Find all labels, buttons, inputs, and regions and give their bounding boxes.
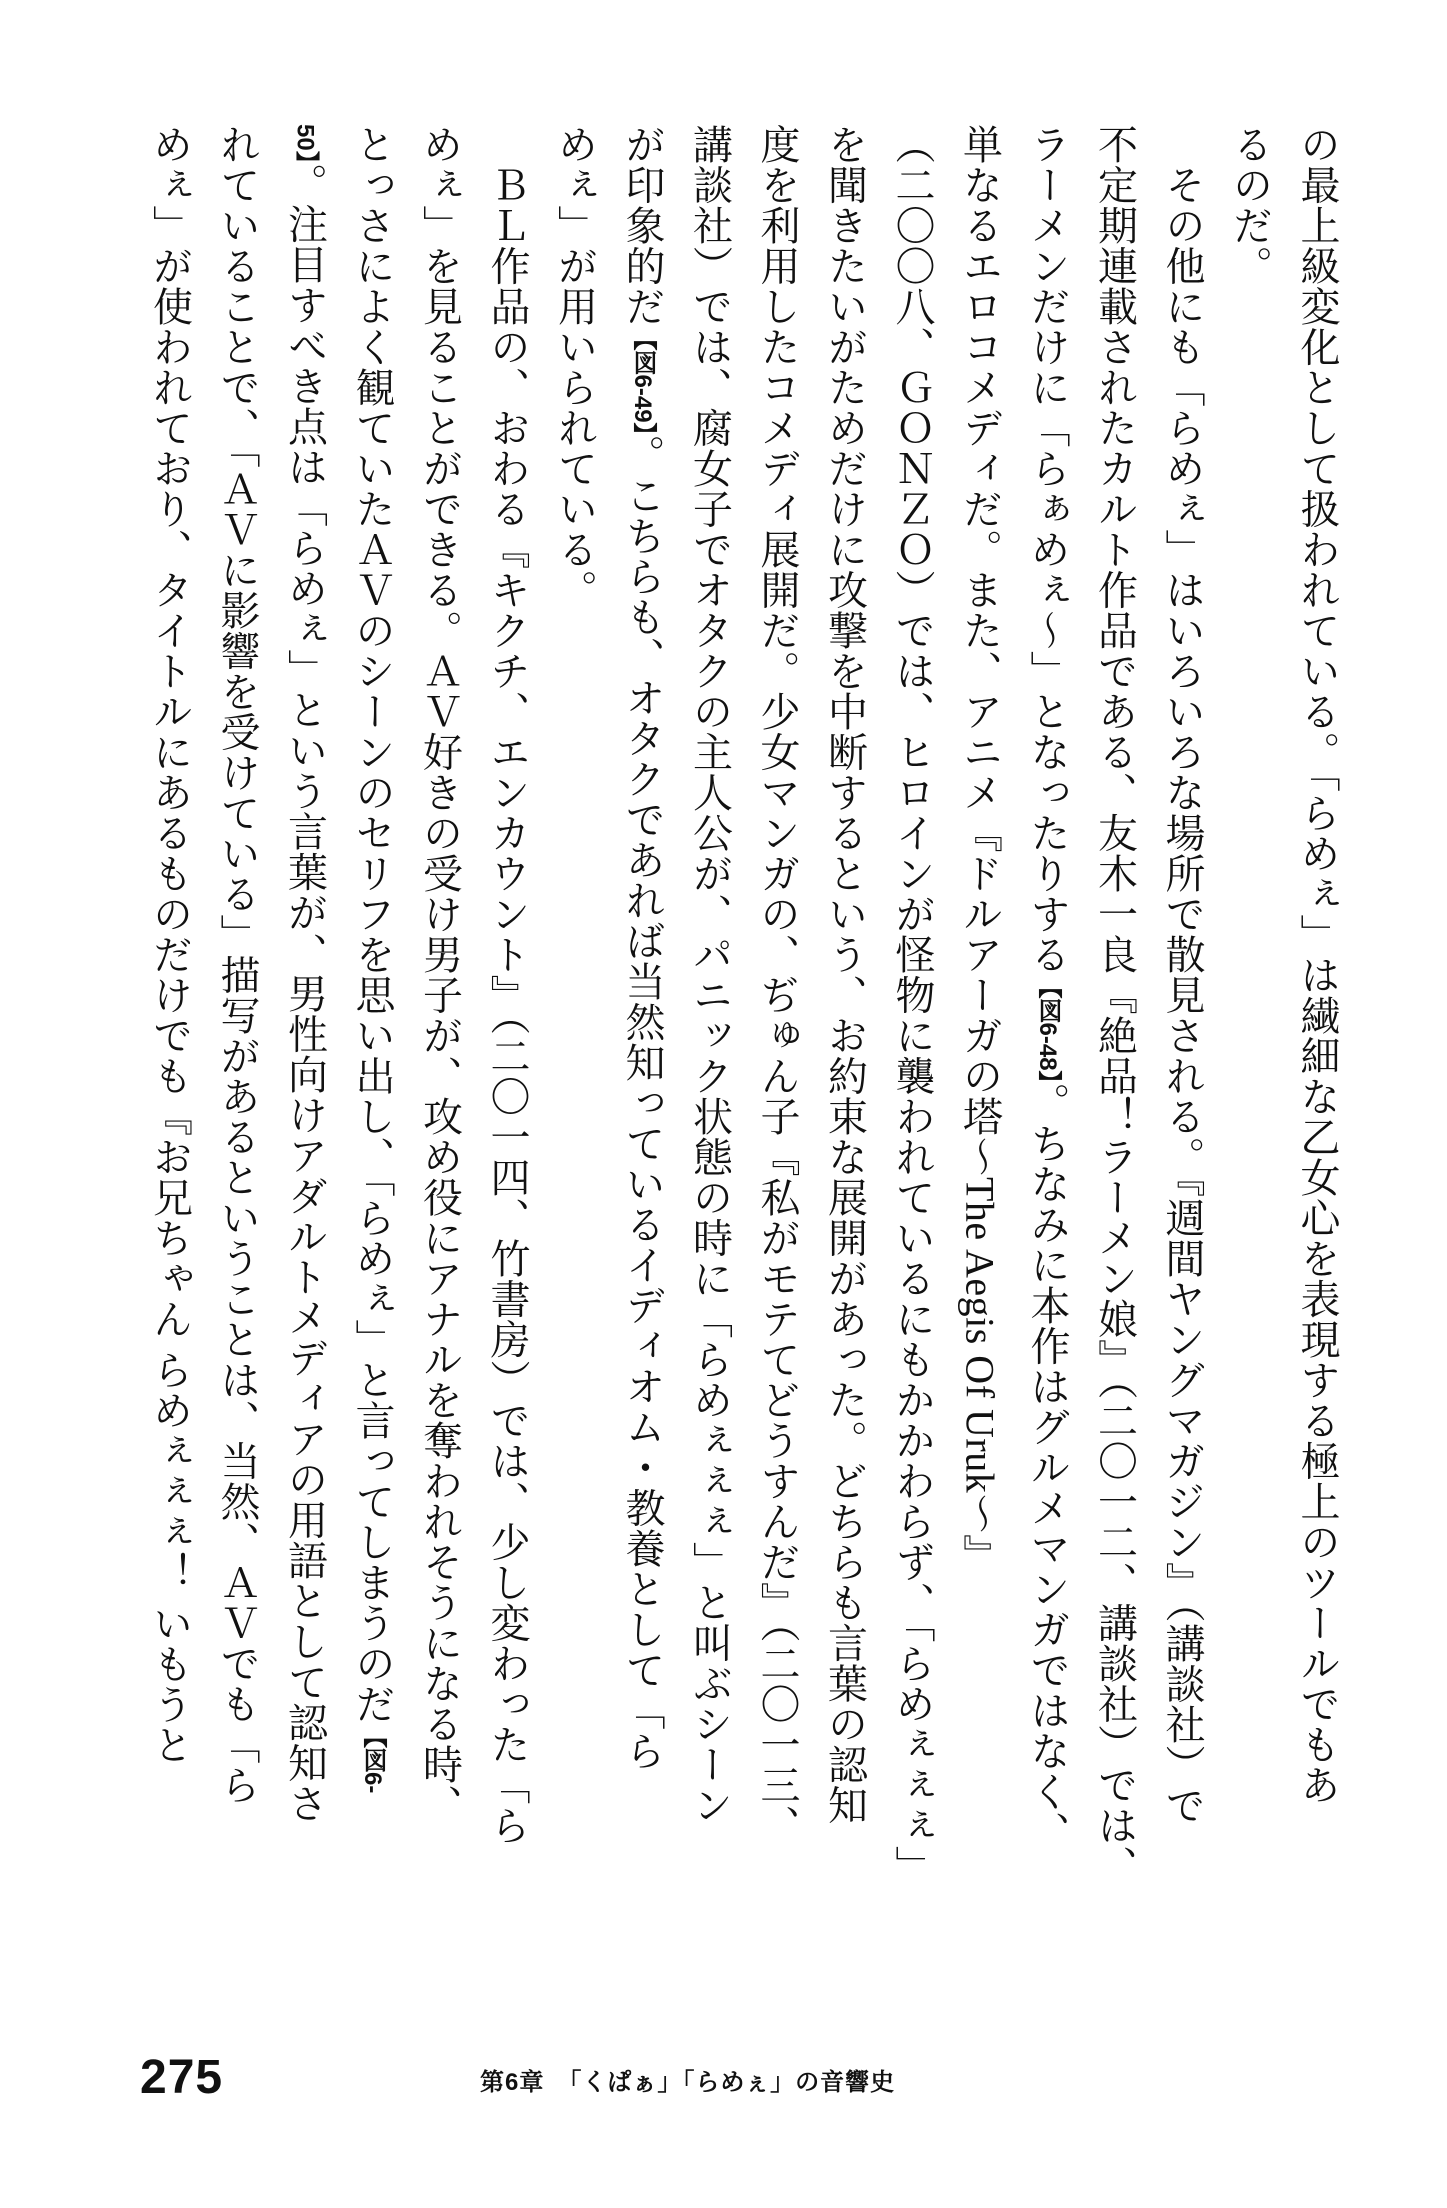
body-text: [136, 124, 1351, 1886]
text-segment: ＢＬ作品の、おわる『キクチ、エンカウント』（二〇一四、竹書房）では、少し変わった「ら: [485, 124, 530, 1846]
text-segment: ラーメンだけに「らぁめぇ〜」となったりする: [1025, 124, 1070, 975]
text-column: [204, 124, 272, 1864]
text-segment: 。ちなみに本作はグルメマンガではなく、: [1025, 1082, 1070, 1853]
figure-reference: 50】: [291, 124, 319, 163]
text-column: [136, 124, 204, 1864]
text-column: [406, 124, 474, 1864]
text-column: [541, 124, 609, 1864]
text-column: [811, 124, 879, 1864]
text-column: [271, 124, 339, 1864]
text-column: [1081, 124, 1149, 1886]
figure-reference: 【図6-49】: [629, 326, 656, 435]
text-segment: 単なるエロコメディだ。また、アニメ『ドルアーガの塔〜The Aegis Of Uruk〜』: [957, 124, 1003, 1575]
text-segment: （二〇〇八、ＧＯＮＺＯ）では、ヒロインが怪物に襲われているにもかかわらず、「らめぇぇぇ」: [890, 124, 935, 1886]
text-column: [1149, 124, 1217, 1864]
text-segment: を聞きたいがためだけに攻撃を中断するという、お約束な展開があった。どちらも言葉の認知: [822, 124, 868, 1825]
text-segment: 講談社）では、腐女子でオタクの主人公が、パニック状態の時に「らめぇぇぇ」と叫ぶシーン: [687, 124, 733, 1825]
text-column: [339, 124, 407, 1864]
text-segment: が印象的だ: [620, 124, 665, 327]
text-segment: の最上級変化として扱われている。「らめぇ」は繊細な乙女心を表現する極上のツールでもあ: [1295, 124, 1340, 1805]
text-column: [1284, 124, 1352, 1864]
text-column: [1014, 124, 1082, 1864]
text-segment: 。こちらも、オタクであれば当然知っているイディオム・教養として「ら: [620, 434, 665, 1772]
text-segment: るのだ。: [1227, 124, 1273, 286]
text-segment: とっさによく観ていたＡＶのシーンのセリフを思い出し、「らめぇ」と言ってしまうのだ: [350, 124, 395, 1724]
text-column: [609, 124, 677, 1864]
text-column: [946, 124, 1014, 1864]
text-segment: 。注目すべき点は「らめぇ」という言葉が、男性向けアダルトメディアの用語として認知さ: [282, 162, 328, 1824]
text-column: [676, 124, 744, 1864]
text-column: [744, 124, 812, 1864]
text-segment: めぇ」を見ることができる。ＡＶ好きの受け男子が、攻め役にアナルを奪われそうになる時、: [417, 124, 463, 1825]
text-segment: めぇ」が用いられている。: [552, 124, 598, 610]
text-segment: 度を利用したコメディ展開だ。少女マンガの、ぢゅん子『私がモテてどうすんだ』（二〇一三、: [755, 124, 800, 1846]
figure-reference: 【図6-48】: [1034, 974, 1061, 1083]
page-number: 275: [140, 2051, 224, 2104]
text-column: [1216, 124, 1284, 1864]
text-column: [474, 124, 542, 1864]
text-segment: 不定期連載されたカルト作品である、友木一良『絶品！ラーメン娘』（二〇一二、講談社）では、: [1092, 124, 1138, 1886]
text-segment: れていることで、「ＡＶに影響を受けている」描写があるということは、当然、ＡＶでも「ら: [215, 124, 260, 1805]
text-segment: めぇ」が使われており、タイトルにあるものだけでも『お兄ちゃん らめぇぇぇ！ いもうと: [147, 124, 193, 1765]
text-segment: その他にも「らめぇ」はいろいろな場所で散見される。『週間ヤングマガジン』（講談社）で: [1160, 124, 1205, 1826]
figure-reference: 【図6-: [359, 1724, 386, 1794]
text-column: [879, 124, 947, 1886]
running-head: 第6章 「くぱぁ」「らめぇ」の音響史: [480, 2069, 896, 2096]
